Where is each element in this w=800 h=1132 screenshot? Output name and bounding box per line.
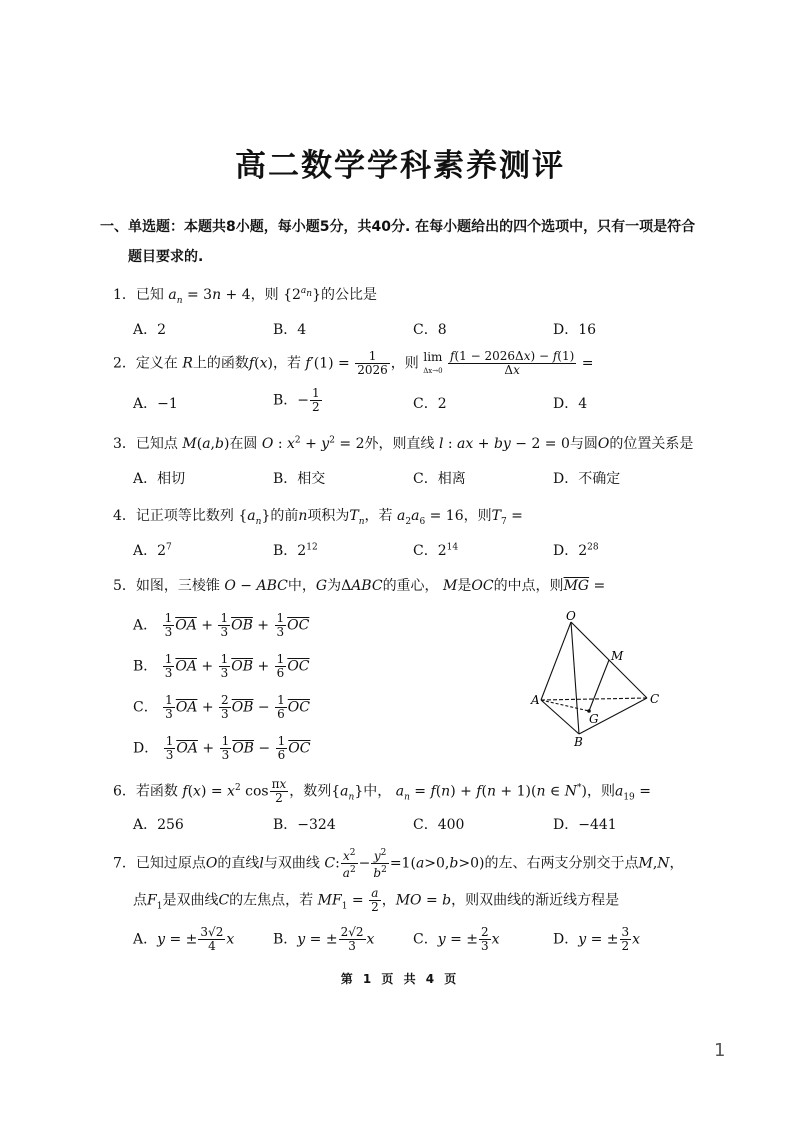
section-header	[100, 212, 700, 272]
section-header-line1: 一、单选题：本题共8小题，每小题5分，共40分. 在每小题给出的四个选项中，只有一项是符合	[100, 219, 696, 235]
q5-option-d[interactable]: D． $\frac{1}{3}$ $\overline{OA}$ + $\frac{1}{3}$ $\overline{OB}$ − $\frac{1}{6}$ $\overline{OC}$	[133, 734, 311, 762]
tetrahedron-diagram	[525, 610, 675, 750]
edge-ob	[571, 622, 579, 734]
question-6: 6．若函数 $f(x) = x^2$ cos $\frac{\pi x}{2}$ ，数列$\{a_n\}$中， $a_n = f(n) + f(n + 1)(n$ ∈ N*)，则$a_{19}$ =	[113, 777, 651, 805]
q1-option-c[interactable]: C．8	[413, 322, 447, 338]
q1-option-b[interactable]: B．4	[273, 322, 307, 338]
q6-option-c[interactable]: C．400	[413, 817, 465, 833]
q3-option-d[interactable]: D．不确定	[553, 471, 621, 487]
question-3: 3．已知点 M(a,b)在圆 O : $x^2 + y^2 = 2$外，则直线 l : ax + by − 2 = 0与圆O的位置关系是	[113, 435, 694, 452]
q4-option-a[interactable]: A．$2^7$	[133, 542, 172, 559]
question-7-line-2: 点$F_1$是双曲线C的左焦点，若 $MF_1$ = $\frac{a}{2}$ ，MO = b，则双曲线的渐近线方程是	[133, 886, 620, 914]
q2-option-c[interactable]: C．2	[413, 396, 447, 412]
label-b: B	[574, 735, 583, 749]
question-7: 7．已知过原点O的直线l与双曲线 C: $\frac{x^2}{a^2}$ − $\frac{y^2}{b^2}$ =1(a>0,b>0)的左、右两支分别交于点M,N，	[113, 848, 684, 880]
q6-option-d[interactable]: D．−441	[553, 817, 617, 833]
q5-option-a[interactable]: A． $\frac{1}{3}$ $\overline{OA}$ + $\frac{1}{3}$ $\overline{OB}$ + $\frac{1}{3}$ $\overline{OC}$	[133, 611, 310, 639]
question-4: 4．记正项等比数列 $\{a_n\}$的前n项积为$T_n$，若 $a_2a_6 = 16$，则$T_7$ =	[113, 508, 523, 527]
q6-option-b[interactable]: B．−324	[273, 817, 336, 833]
q7-option-b[interactable]: B．y = ± $\frac{2√2}{3}$ x	[273, 925, 375, 953]
label-a: A	[531, 693, 540, 707]
q7-option-d[interactable]: D．y = ± $\frac{3}{2}$ x	[553, 925, 641, 953]
q5-option-b[interactable]: B． $\frac{1}{3}$ $\overline{OA}$ + $\frac{1}{3}$ $\overline{OB}$ + $\frac{1}{6}$ $\overline{OC}$	[133, 652, 310, 680]
median-ag	[541, 700, 589, 711]
label-m: M	[611, 649, 624, 663]
page-title: 高二数学学科素养测评	[235, 148, 565, 184]
q7-option-c[interactable]: C．y = ± $\frac{2}{3}$ x	[413, 925, 500, 953]
label-c: C	[650, 692, 660, 706]
q3-option-b[interactable]: B．相交	[273, 471, 326, 487]
q2-option-b[interactable]: B．− $\frac{1}{2}$	[273, 386, 320, 414]
q1-option-d[interactable]: D．16	[553, 322, 597, 338]
q2-option-a[interactable]: A．−1	[133, 396, 178, 412]
q7-option-a[interactable]: A．y = ± $\frac{3√2}{4}$ x	[133, 925, 235, 953]
q3-option-c[interactable]: C．相离	[413, 471, 466, 487]
edge-oa	[541, 622, 571, 700]
question-1: 1．已知 $a_n = 3n + 4$，则 $\{2^{a_n}\}$的公比是	[113, 286, 378, 306]
q5-option-c[interactable]: C． $\frac{1}{3}$ $\overline{OA}$ + $\frac{2}{3}$ $\overline{OB}$ − $\frac{1}{6}$ $\overline{OC}$	[133, 693, 310, 721]
q4-option-c[interactable]: C．$2^{14}$	[413, 542, 459, 559]
section-header-line2: 题目要求的.	[128, 249, 204, 265]
q2-option-d[interactable]: D．4	[553, 396, 588, 412]
page-number: 1	[714, 1040, 726, 1061]
edge-ab	[541, 700, 579, 734]
q6-option-a[interactable]: A．256	[133, 817, 184, 833]
q4-option-d[interactable]: D．$2^{28}$	[553, 542, 599, 559]
label-o: O	[566, 610, 576, 623]
q4-option-b[interactable]: B．$2^{12}$	[273, 542, 318, 559]
segment-mg	[589, 660, 609, 711]
q1-option-a[interactable]: A．2	[133, 322, 167, 338]
label-g: G	[589, 712, 599, 726]
question-5: 5．如图，三棱锥 O − ABC中，G为ΔABC的重心， M是OC的中点，则$\overline{MG}$ =	[113, 578, 606, 594]
question-2: 2．定义在 R上的函数f(x)，若 f′(1) = $\frac{1}{2026}$ ，则 lim Δx→0 $\frac{f(1 - 2026\Delta x) - f(1)}{\Delta x}$ =	[113, 349, 594, 377]
q3-option-a[interactable]: A．相切	[133, 471, 186, 487]
page-footer: 第 1 页 共 4 页	[340, 972, 460, 986]
